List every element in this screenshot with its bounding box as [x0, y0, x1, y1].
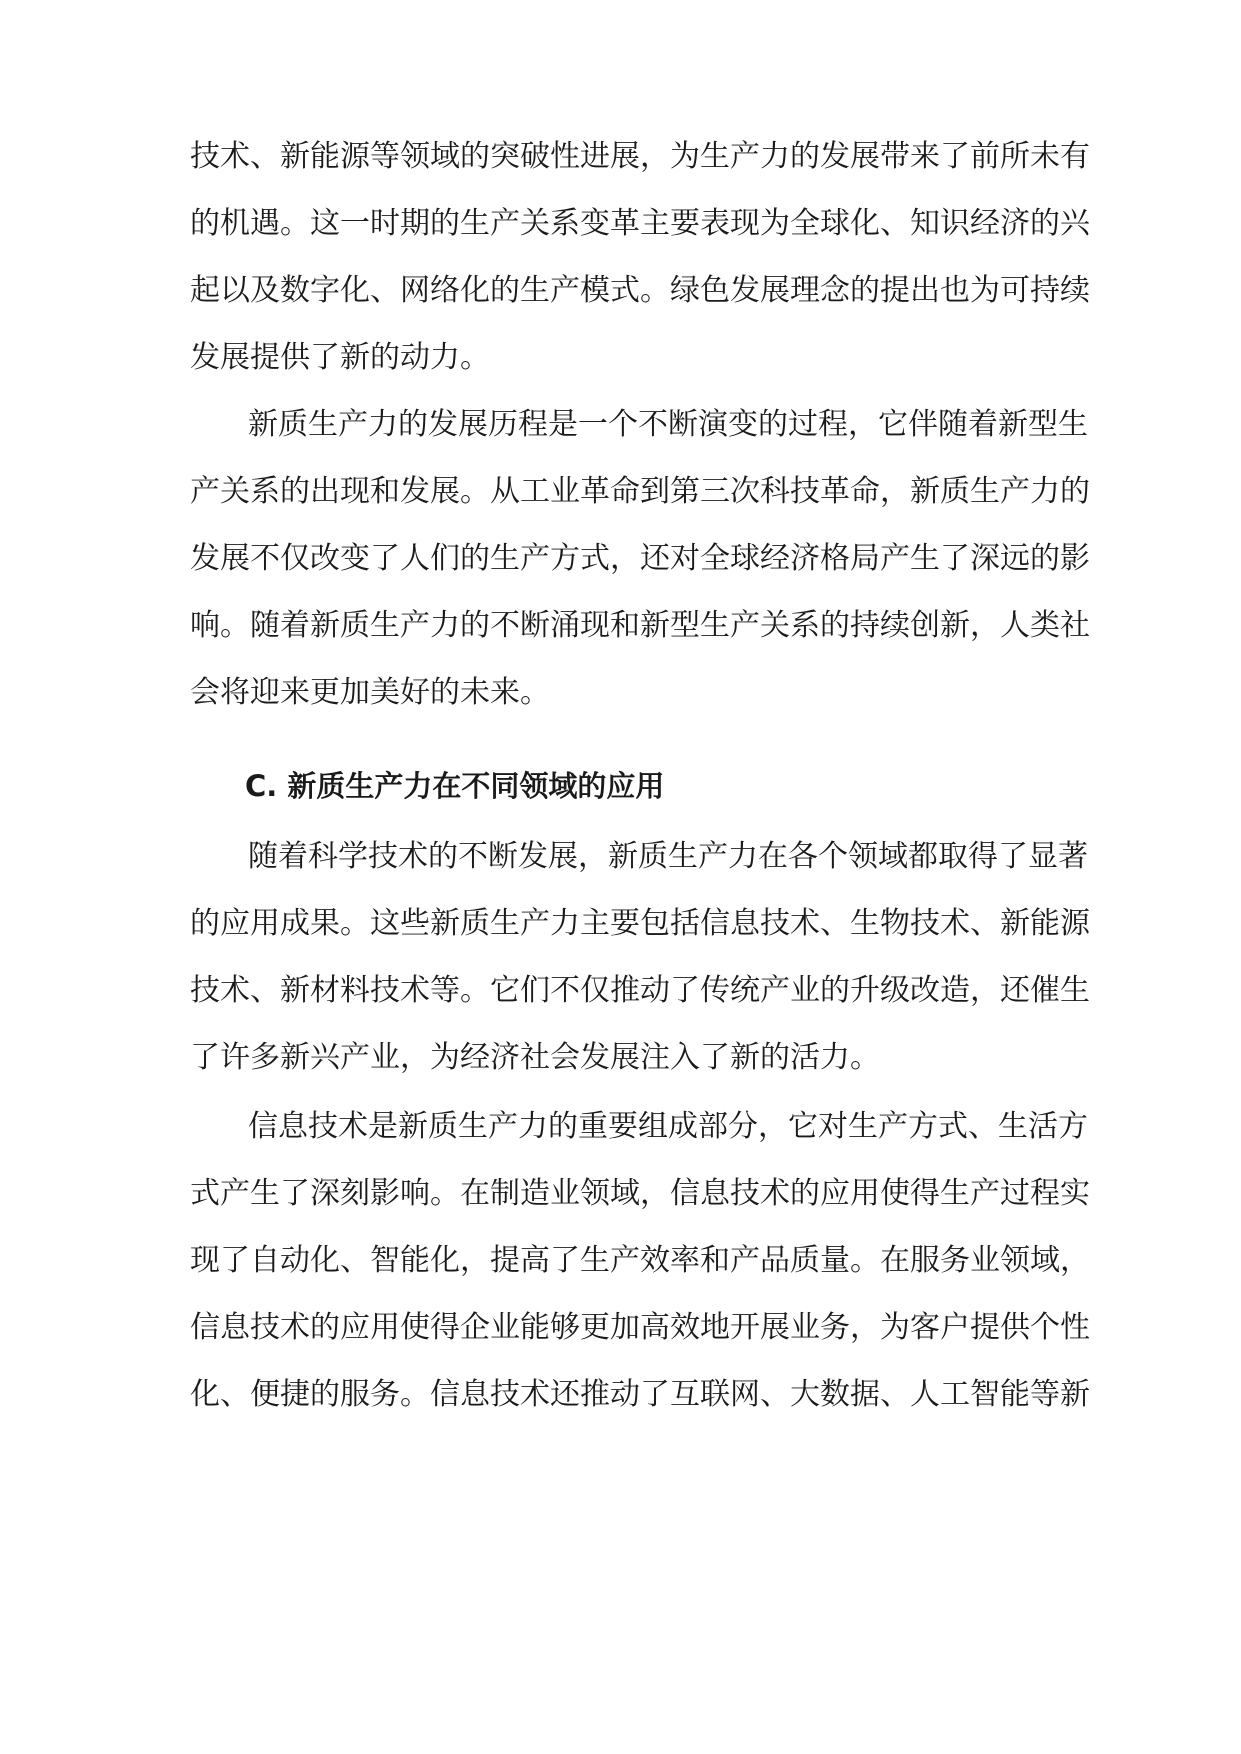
paragraph-3-line-1: 随着科学技术的不断发展，新质生产力在各个领域都取得了显著: [248, 839, 1088, 874]
paragraph-2-line-3: 发展不仅改变了人们的生产方式，还对全球经济格局产生了深远的影: [190, 541, 1090, 576]
paragraph-2-line-5: 会将迎来更加美好的未来。: [190, 675, 550, 710]
paragraph-2-line-1: 新质生产力的发展历程是一个不断演变的过程，它伴随着新型生: [248, 407, 1088, 442]
paragraph-4-line-3: 现了自动化、智能化，提高了生产效率和产品质量。在服务业领域，: [190, 1243, 1090, 1278]
paragraph-3-line-2: 的应用成果。这些新质生产力主要包括信息技术、生物技术、新能源: [190, 906, 1090, 941]
paragraph-4-line-2: 式产生了深刻影响。在制造业领域，信息技术的应用使得生产过程实: [190, 1176, 1090, 1211]
paragraph-3-line-3: 技术、新材料技术等。它们不仅推动了传统产业的升级改造，还催生: [190, 973, 1090, 1008]
paragraph-2-line-2: 产关系的出现和发展。从工业革命到第三次科技革命，新质生产力的: [190, 474, 1090, 509]
paragraph-1-line-4: 发展提供了新的动力。: [190, 340, 490, 375]
paragraph-4-line-4: 信息技术的应用使得企业能够更加高效地开展业务，为客户提供个性: [190, 1310, 1090, 1345]
paragraph-1-line-2: 的机遇。这一时期的生产关系变革主要表现为全球化、知识经济的兴: [190, 206, 1090, 241]
paragraph-4-line-1: 信息技术是新质生产力的重要组成部分，它对生产方式、生活方: [248, 1109, 1088, 1144]
section-heading: C. 新质生产力在不同领域的应用: [245, 769, 665, 803]
paragraph-1-line-3: 起以及数字化、网络化的生产模式。绿色发展理念的提出也为可持续: [190, 273, 1090, 308]
paragraph-2-line-4: 响。随着新质生产力的不断涌现和新型生产关系的持续创新，人类社: [190, 608, 1090, 643]
paragraph-3-line-4: 了许多新兴产业，为经济社会发展注入了新的活力。: [190, 1040, 880, 1075]
paragraph-1-line-1: 技术、新能源等领域的突破性进展，为生产力的发展带来了前所未有: [190, 139, 1090, 174]
paragraph-4-line-5: 化、便捷的服务。信息技术还推动了互联网、大数据、人工智能等新: [190, 1377, 1090, 1412]
